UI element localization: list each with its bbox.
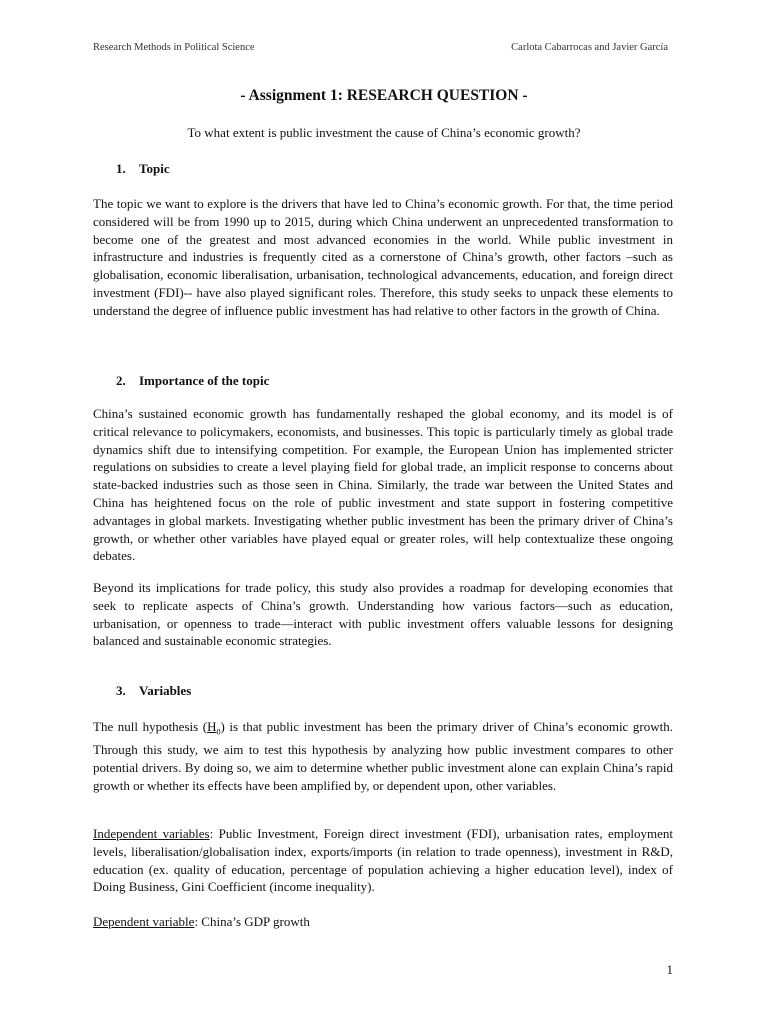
dependent-variable-label: Dependent variable [93, 914, 195, 929]
section-heading-importance [116, 373, 269, 389]
hypothesis-text-end: ) is that public investment has been the primary driver of China’s economic growth. Through this study, we aim to test this hypothesis by analyzing how public investment compares to other potential drivers. By doing so, we aim to determine whether public investment alone can explain China’s rapid growth or whether its effects have been amplified by, or dependent upon, other variables. [93, 719, 673, 793]
hypothesis-subscript: 0 [216, 727, 221, 737]
dependent-variable-text: : China’s GDP growth [194, 914, 310, 929]
research-question: To what extent is public investment the cause of China’s economic growth? [187, 125, 581, 140]
section-heading-variables [116, 683, 191, 699]
section-number: 2. [116, 373, 126, 388]
header-course-title: Research Methods in Political Science [93, 42, 255, 53]
topic-paragraph: The topic we want to explore is the drivers that have led to China’s economic growth. For that, the time period considered will be from 1990 up to 2015, during which China underwent an unprecedented transformation to become one of the greatest and most advanced economies in the world. While public investment in infrastructure and industries is frequently cited as a cornerstone of China’s growth, other factors –such as globalisation, economic liberalisation, urbanisation, technological advancements, education, and foreign direct investment (FDI)-- have also played significant roles. Therefore, this study seeks to unpack these elements to understand the degree of influence public investment has had relative to other factors in the growth of China. [93, 196, 673, 318]
independent-variables-list: : Public Investment, Foreign direct investment (FDI), urbanisation rates, employment levels, liberalisation/globalisation index, exports/imports (in relation to trade openness), investment in R&D, education (ex. quality of education, percentage of population achieving a higher education level), index of Doing Business, Gini Coefficient (income inequality). [93, 826, 673, 895]
null-hypothesis-symbol [207, 719, 221, 737]
assignment-title: - Assignment 1: RESEARCH QUESTION - [240, 87, 528, 104]
hypothesis-paragraph [93, 718, 673, 795]
hypothesis-text-start: The null hypothesis ( [93, 719, 208, 734]
hypothesis-symbol-letter: H [207, 719, 217, 734]
section-title: Variables [139, 683, 192, 698]
section-number: 3. [116, 683, 126, 698]
page-number: 1 [666, 962, 673, 977]
independent-variables-paragraph [93, 825, 673, 896]
section-title: Topic [139, 161, 170, 176]
dependent-variable-paragraph [93, 913, 673, 931]
importance-paragraph-2: Beyond its implications for trade policy, this study also provides a roadmap for developing economies that seek to replicate aspects of China’s growth. Understanding how various factors—such as education, urbanisation, or openness to trade—interact with public investment offers valuable lessons for designing balanced and sustainable economic strategies. [93, 580, 673, 649]
independent-variables-label: Independent variables [93, 826, 210, 841]
section-title: Importance of the topic [139, 373, 270, 388]
section-number: 1. [116, 161, 126, 176]
section-heading-topic [116, 161, 170, 177]
header-authors: Carlota Cabarrocas and Javier García [511, 42, 668, 53]
importance-paragraph-1: China’s sustained economic growth has fundamentally reshaped the global economy, and its model is of critical relevance to policymakers, economists, and businesses. This topic is particularly timely as global trade dynamics shift due to intensifying competition. For example, the European Union has implemented stricter regulations on subsidies to create a level playing field for global trade, an implicit response to concerns about state-backed industries such as those seen in China. Similarly, the trade war between the United States and China has heightened focus on the role of public investment and state support in fostering competitive advantages in global markets. Investigating whether public investment has been the primary driver of China’s growth, or whether other variables have played equal or greater roles, will help contextualize these ongoing debates. [93, 406, 673, 564]
